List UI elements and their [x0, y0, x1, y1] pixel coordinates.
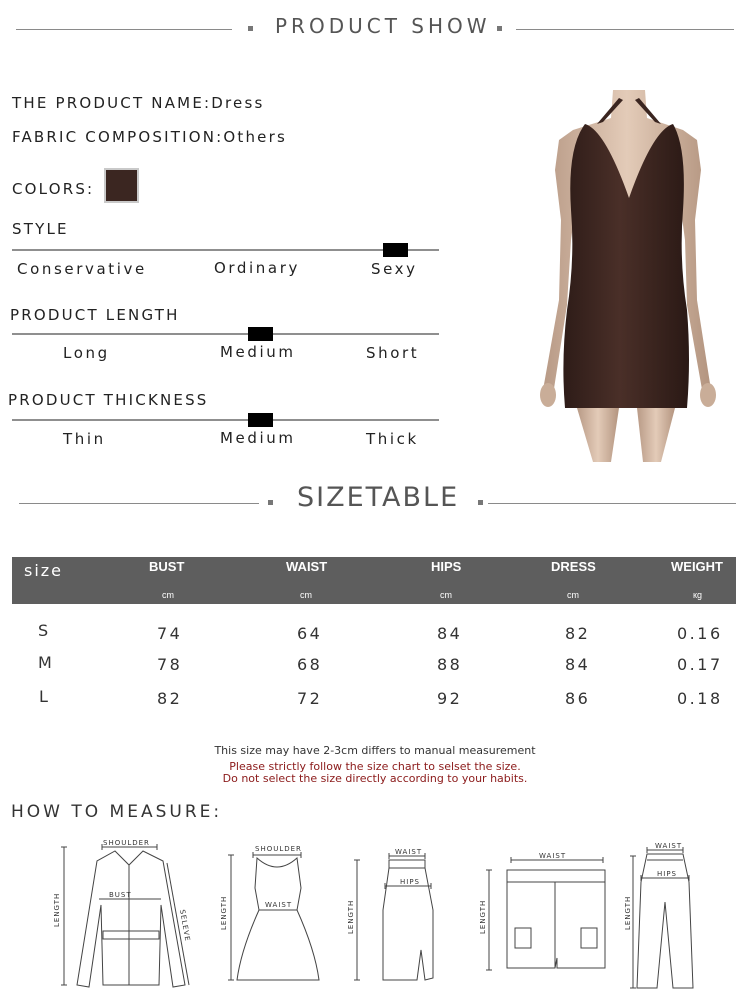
style-option-sexy: Sexy: [371, 260, 418, 278]
sizetable-line-right: [488, 503, 736, 504]
section-title-product-show: PRODUCT SHOW: [275, 14, 491, 38]
thickness-option-thick: Thick: [366, 430, 419, 448]
table-cell: 72: [297, 689, 323, 708]
style-scale-line: [12, 249, 439, 251]
bust-unit: cm: [162, 590, 174, 600]
waist-label: WAIST: [655, 842, 683, 850]
table-cell: 74: [157, 624, 183, 643]
dress-column-header: DRESS: [551, 559, 596, 574]
skirt-measure-diagram: [345, 850, 445, 990]
weight-column-header: WEIGHT: [671, 559, 723, 574]
habit-warning: Do not select the size directly according to your habits.: [222, 772, 528, 785]
waist-column-header: WAIST: [286, 559, 328, 574]
bust-label: BUST: [109, 891, 132, 899]
measurement-note: This size may have 2-3cm differs to manual measurement: [214, 744, 536, 757]
length-option-short: Short: [366, 344, 420, 362]
thickness-option-thin: Thin: [63, 430, 106, 448]
sizetable-line-left: [19, 503, 259, 504]
fabric-composition: FABRIC COMPOSITION:Others: [12, 128, 287, 146]
size-table-header: [12, 557, 736, 604]
table-cell: 82: [157, 689, 183, 708]
size-cell-s: S: [38, 621, 51, 640]
shoulder-label: SHOULDER: [255, 845, 302, 853]
thickness-scale-line: [12, 419, 439, 421]
weight-unit: кg: [693, 590, 702, 600]
sizetable-dot-left: [268, 500, 273, 505]
table-cell: 84: [437, 624, 463, 643]
hips-label: HIPS: [657, 870, 677, 878]
waist-label: WAIST: [265, 901, 293, 909]
hips-label: HIPS: [400, 878, 420, 886]
table-cell: 68: [297, 655, 323, 674]
section-title-sizetable: SIZETABLE: [297, 482, 460, 513]
style-option-ordinary: Ordinary: [214, 259, 300, 277]
bust-column-header: BUST: [149, 559, 185, 574]
header-line-right: [516, 29, 734, 30]
shoulder-label: SHOULDER: [103, 839, 150, 847]
table-cell: 0.16: [677, 624, 723, 643]
length-label: LENGTH: [220, 895, 228, 930]
table-cell: 0.18: [677, 689, 723, 708]
table-cell: 64: [297, 624, 323, 643]
style-scale-marker: [383, 243, 408, 257]
table-cell: 82: [565, 624, 591, 643]
length-option-medium: Medium: [220, 343, 296, 361]
pants-measure-diagram: [625, 842, 705, 992]
hips-unit: cm: [440, 590, 452, 600]
product-name: THE PRODUCT NAME:Dress: [12, 94, 265, 112]
length-option-long: Long: [63, 344, 110, 362]
length-scale-marker: [248, 327, 273, 341]
how-to-measure-title: HOW TO MEASURE:: [11, 802, 223, 822]
table-cell: 88: [437, 655, 463, 674]
product-photo: [515, 90, 750, 465]
length-label: LENGTH: [53, 892, 61, 927]
header-dot-right: [497, 26, 502, 31]
header-line-left: [16, 29, 232, 30]
length-label: LENGTH: [479, 899, 487, 934]
size-chart-warning: Please strictly follow the size chart to selset the size.: [229, 760, 521, 773]
thickness-option-medium: Medium: [220, 429, 296, 447]
size-column-header: size: [24, 561, 64, 580]
size-cell-l: L: [39, 687, 51, 706]
length-scale-label: PRODUCT LENGTH: [10, 306, 180, 324]
shorts-measure-diagram: [475, 848, 605, 978]
thickness-scale-marker: [248, 413, 273, 427]
jacket-measure-diagram: [45, 835, 195, 995]
color-swatch[interactable]: [104, 168, 139, 203]
table-cell: 78: [157, 655, 183, 674]
table-cell: 0.17: [677, 655, 723, 674]
style-option-conservative: Conservative: [17, 260, 147, 278]
length-label: LENGTH: [624, 895, 632, 930]
table-cell: 86: [565, 689, 591, 708]
sizetable-dot-right: [478, 500, 483, 505]
dress-unit: cm: [567, 590, 579, 600]
waist-unit: cm: [300, 590, 312, 600]
length-scale-line: [12, 333, 439, 335]
header-dot-left: [248, 26, 253, 31]
table-cell: 84: [565, 655, 591, 674]
hips-column-header: HIPS: [431, 559, 462, 574]
sleeve-label: SELEVE: [178, 908, 192, 943]
dress-measure-diagram: [215, 840, 315, 990]
length-label: LENGTH: [347, 899, 355, 934]
waist-label: WAIST: [395, 848, 423, 856]
colors-label: COLORS:: [12, 180, 95, 198]
thickness-scale-label: PRODUCT THICKNESS: [8, 391, 209, 409]
waist-label: WAIST: [539, 852, 567, 860]
style-scale-label: STYLE: [12, 220, 69, 238]
table-cell: 92: [437, 689, 463, 708]
size-cell-m: M: [38, 653, 55, 672]
